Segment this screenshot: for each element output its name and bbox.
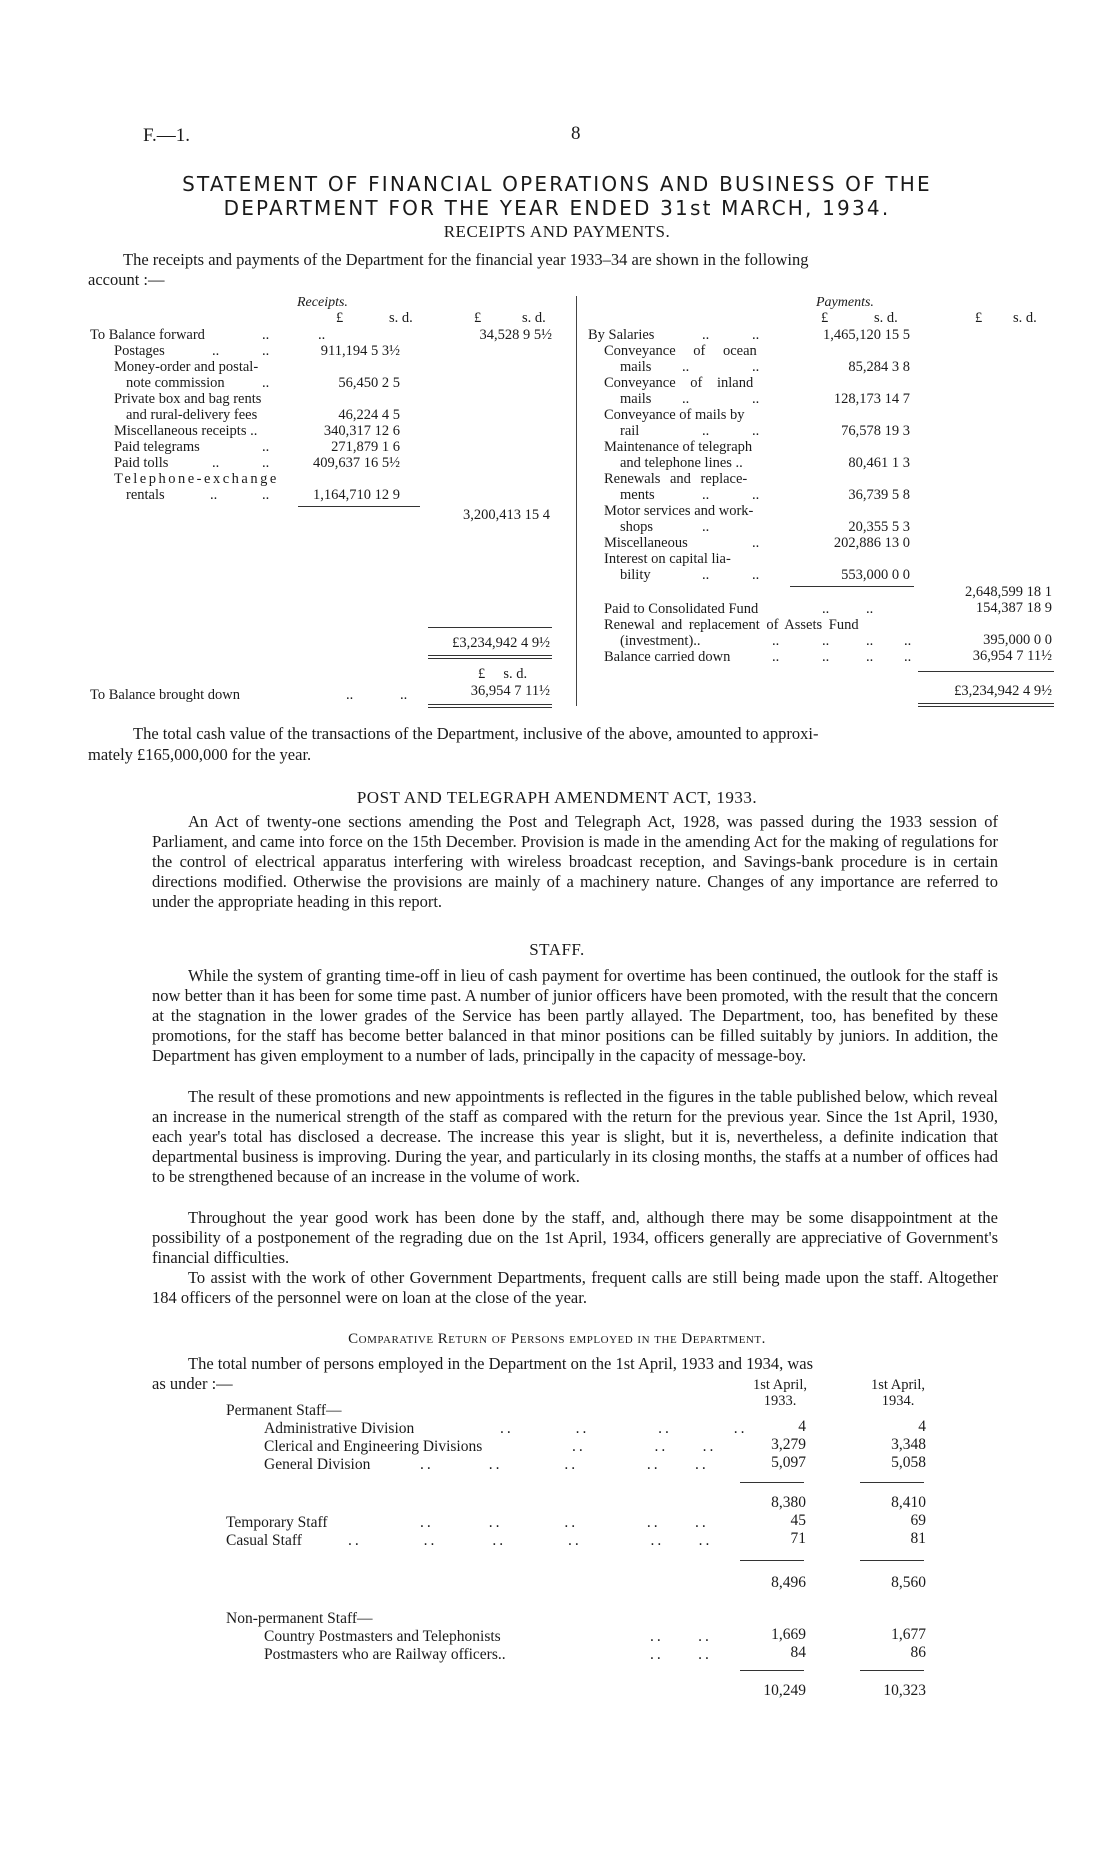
staff-row-1934: 5,058 — [891, 1454, 926, 1471]
column-1933-line1: 1st April, — [753, 1377, 807, 1393]
payment-line: and telephone lines .. — [620, 455, 743, 471]
casual-staff-label: Casual Staff — [226, 1532, 302, 1549]
brought-down-units: £ s. d. — [478, 666, 528, 682]
payment-line: ments — [620, 487, 655, 503]
payment-line: Interest on capital lia- — [604, 551, 731, 567]
payment-motor: 20,355 5 3 — [848, 519, 910, 535]
receipts-unit-sd-total: s. d. — [522, 310, 546, 326]
payment-miscellaneous: 202,886 13 0 — [833, 535, 910, 551]
receipt-telegrams: 271,879 1 6 — [331, 439, 400, 455]
permanent-total-1934: 8,410 — [891, 1494, 926, 1511]
page-title-line2: DEPARTMENT FOR THE YEAR ENDED 31st MARCH, 1934. — [223, 196, 891, 220]
receipt-line: Paid telegrams — [114, 439, 200, 455]
staff-row-label: Clerical and Engineering Divisions — [264, 1438, 483, 1455]
receipts-total: £3,234,942 4 9½ — [452, 635, 550, 651]
amendment-paragraph: An Act of twenty-one sections amending the Post and Telegraph Act, 1928, was passed during the 1933 session of Parliament, and came into force on the 15th December. Provision is made in the amending Act for the making of regulations for the control of electrical apparatus interfering with wireless broadcast reception, and Savings-bank procedure is in certain directions modified. Otherwise the provisions are mainly of a machinery nature. Changes of any importance are referred to under the appropriate heading in this report. — [152, 812, 998, 911]
railway-postmasters-1934: 86 — [910, 1644, 926, 1661]
receipt-line: Paid tolls — [114, 455, 169, 471]
staff-paragraph-3: Throughout the year good work has been done by the staff, and, although there may be some disappointment at the possibility of a postponement of the regrading due on the 1st April, 1934, officers generally are appreciative of Government's financial difficulties. — [152, 1208, 998, 1267]
consolidated-fund-label: Paid to Consolidated Fund — [604, 601, 759, 617]
receipt-money-order: 56,450 2 5 — [338, 375, 400, 391]
payment-maintenance: 80,461 1 3 — [848, 455, 910, 471]
railway-postmasters-label: Postmasters who are Railway officers.. — [264, 1646, 506, 1663]
casual-staff-1933: 71 — [790, 1530, 806, 1547]
payment-ocean-mails: 85,284 3 8 — [848, 359, 910, 375]
receipt-line: note commission — [126, 375, 225, 391]
receipt-line: Money-order and postal- — [114, 359, 259, 375]
staff-row-1933: 4 — [798, 1418, 806, 1435]
temporary-staff-1934: 69 — [910, 1512, 926, 1529]
receipt-line: Miscellaneous receipts .. — [114, 423, 258, 439]
staff-row-label: General Division — [264, 1456, 371, 1473]
payment-interest: 553,000 0 0 — [841, 567, 910, 583]
comparative-heading: Comparative Return of Persons employed in the Department. — [348, 1331, 766, 1347]
section-heading-amendment: POST AND TELEGRAPH AMENDMENT ACT, 1933. — [356, 788, 758, 807]
page-number: 8 — [571, 123, 581, 144]
receipt-telephone-rentals: 1,164,710 12 9 — [313, 487, 400, 503]
grand-total-1933: 10,249 — [763, 1682, 806, 1699]
non-permanent-staff-label: Non-permanent Staff— — [226, 1610, 373, 1627]
column-1934-line1: 1st April, — [871, 1377, 925, 1393]
payment-line: By Salaries — [588, 327, 655, 343]
payment-line: mails — [620, 359, 652, 375]
receipts-label: Receipts. — [297, 295, 348, 310]
payment-line: Maintenance of telegraph — [604, 439, 753, 455]
receipt-balance-forward: 34,528 9 5½ — [479, 327, 552, 343]
receipt-subtotal: 3,200,413 15 4 — [463, 507, 550, 523]
receipt-line: and rural-delivery fees — [126, 407, 258, 423]
casual-staff-1934: 81 — [910, 1530, 926, 1547]
staff-paragraph-4: To assist with the work of other Government Departments, frequent calls are still being made upon the staff. Altogether 184 officers of the personnel were on loan at the close of the year. — [152, 1268, 998, 1307]
subtotal-1934: 8,560 — [891, 1574, 926, 1591]
payments-total: £3,234,942 4 9½ — [954, 683, 1052, 699]
payment-line: Renewals and replace- — [604, 471, 748, 487]
receipts-intro-line2: account :— — [88, 270, 165, 289]
comparative-intro-line1: The total number of persons employed in the Department on the 1st April, 1933 and 1934, was — [188, 1354, 814, 1373]
payments-unit-sd-total: s. d. — [1013, 310, 1037, 326]
balance-brought-down: 36,954 7 11½ — [470, 683, 550, 699]
staff-row-1934: 3,348 — [891, 1436, 926, 1453]
staff-paragraph-2: The result of these promotions and new appointments is reflected in the figures in the table published below, which reveal an increase in the numerical strength of the staff as compared with the return for the previous year. Since the 1st April, 1930, each year's total has disclosed a decrease. The increase this year is slight, but it is, nevertheless, a definite indication that departmental business is improving. During the year, and particularly in its closing months, the staffs at a number of offices had to be strengthened because of an increase in the volume of work. — [152, 1087, 998, 1186]
section-heading-staff: STAFF. — [529, 940, 585, 959]
payment-consolidated-fund: 154,387 18 9 — [975, 600, 1052, 616]
receipt-postages: 911,194 5 3½ — [320, 343, 400, 359]
carried-down-label: Balance carried down — [604, 649, 731, 665]
receipt-line: Telephone-exchange — [114, 471, 279, 487]
payment-line: bility — [620, 567, 651, 583]
permanent-total-1933: 8,380 — [771, 1494, 806, 1511]
payment-carried-down: 36,954 7 11½ — [972, 648, 1052, 664]
staff-row-label: Administrative Division — [264, 1420, 415, 1437]
receipt-line: Private box and bag rents — [114, 391, 262, 407]
temporary-staff-1933: 45 — [790, 1512, 806, 1529]
payment-line: Conveyance of ocean — [604, 343, 757, 359]
payment-subtotal: 2,648,599 18 1 — [965, 584, 1052, 600]
country-postmasters-1934: 1,677 — [891, 1626, 926, 1643]
payment-renewal-fund: 395,000 0 0 — [983, 632, 1052, 648]
section-heading-receipts-payments: RECEIPTS AND PAYMENTS. — [443, 222, 671, 241]
payment-rail: 76,578 19 3 — [841, 423, 910, 439]
payments-unit-pounds: £ — [821, 310, 829, 326]
payment-line: rail — [620, 423, 640, 439]
payment-line: Miscellaneous — [604, 535, 688, 551]
receipt-private-box: 46,224 4 5 — [338, 407, 400, 423]
column-1934-line2: 1934. — [881, 1393, 915, 1409]
receipt-line: rentals — [126, 487, 165, 503]
receipt-line: To Balance forward — [90, 327, 205, 343]
payments-label: Payments. — [816, 295, 874, 310]
grand-total-1934: 10,323 — [883, 1682, 926, 1699]
payment-line: mails — [620, 391, 652, 407]
page-title-line1: STATEMENT OF FINANCIAL OPERATIONS AND BUSINESS OF THE — [182, 172, 932, 196]
subtotal-1933: 8,496 — [771, 1574, 806, 1591]
payment-line: Conveyance of mails by — [604, 407, 745, 423]
staff-row-1933: 3,279 — [771, 1436, 806, 1453]
staff-paragraph-1: While the system of granting time-off in lieu of cash payment for overtime has been continued, the outlook for the staff is now better than it has been for some time past. A number of junior officers have been promoted, with the result that the concern at the stagnation in the lower grades of the Service has been partly allayed. The Department, too, has benefited by these promotions, for the staff has become better balanced in that minor positions can be filled suitably by juniors. In addition, the Department has given employment to a number of lads, principally in the capacity of message-boy. — [152, 966, 998, 1065]
payment-salaries: 1,465,120 15 5 — [823, 327, 910, 343]
receipts-outro-line2: mately £165,000,000 for the year. — [88, 745, 312, 764]
staff-row-1933: 5,097 — [771, 1454, 806, 1471]
brought-down-label: To Balance brought down — [90, 687, 240, 703]
renewal-fund-label-2: (investment).. — [620, 633, 701, 649]
receipt-line: Postages — [114, 343, 165, 359]
column-1933-line2: 1933. — [763, 1393, 797, 1409]
receipts-unit-pounds: £ — [336, 310, 344, 326]
receipt-miscellaneous: 340,317 12 6 — [323, 423, 400, 439]
country-postmasters-1933: 1,669 — [771, 1626, 806, 1643]
receipts-outro-line1: The total cash value of the transactions of the Department, inclusive of the above, amounted to approxi- — [133, 724, 819, 743]
payment-line: shops — [620, 519, 654, 535]
receipts-unit-sd: s. d. — [389, 310, 413, 326]
country-postmasters-label: Country Postmasters and Telephonists — [264, 1628, 501, 1645]
payment-inland-mails: 128,173 14 7 — [833, 391, 910, 407]
receipt-tolls: 409,637 16 5½ — [313, 455, 400, 471]
payment-renewals: 36,739 5 8 — [848, 487, 910, 503]
receipts-unit-pounds-total: £ — [474, 310, 482, 326]
comparative-intro-line2: as under :— — [152, 1374, 233, 1393]
receipts-intro-line1: The receipts and payments of the Department for the financial year 1933–34 are shown in the following — [123, 250, 809, 269]
report-reference: F.—1. — [143, 125, 191, 146]
permanent-staff-label: Permanent Staff— — [226, 1402, 342, 1419]
payments-unit-pounds-total: £ — [975, 310, 983, 326]
railway-postmasters-1933: 84 — [790, 1644, 806, 1661]
temporary-staff-label: Temporary Staff — [226, 1514, 328, 1531]
staff-row-1934: 4 — [918, 1418, 926, 1435]
payment-line: Motor services and work- — [604, 503, 754, 519]
payments-unit-sd: s. d. — [874, 310, 898, 326]
payment-line: Conveyance of inland — [604, 375, 754, 391]
renewal-fund-label: Renewal and replacement of Assets Fund — [604, 617, 859, 633]
